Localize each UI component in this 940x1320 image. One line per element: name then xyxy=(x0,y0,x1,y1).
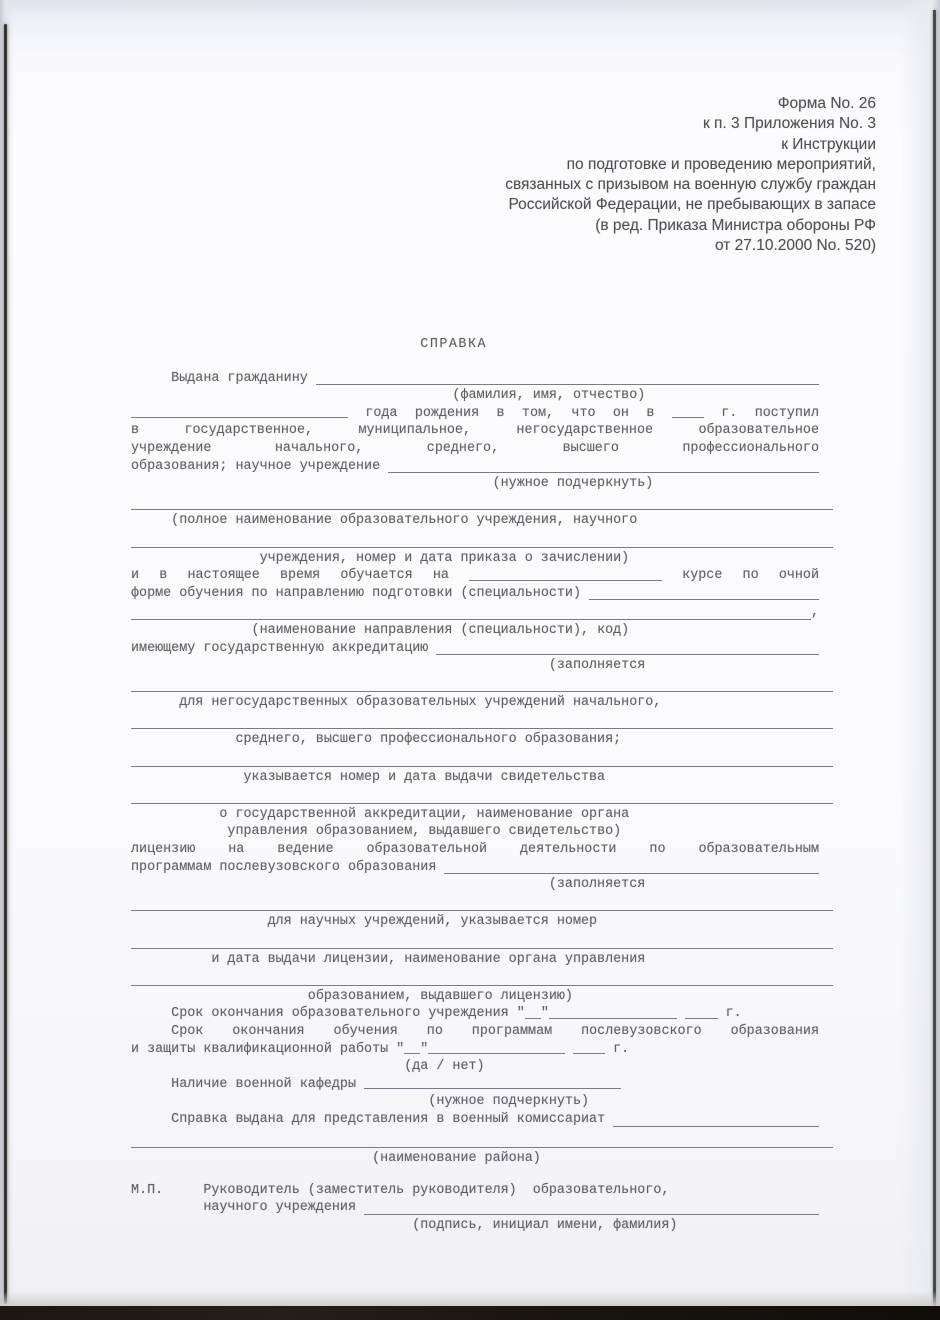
blank-line xyxy=(131,714,833,732)
field-hint-science-2 xyxy=(131,951,819,969)
blank-field xyxy=(525,1007,541,1019)
header-line: Форма No. 26 xyxy=(777,95,876,112)
line-text: Выдана гражданину xyxy=(171,370,316,386)
field-hint-science-1 xyxy=(131,913,819,931)
blank-line xyxy=(131,1133,833,1151)
field-hint-certificate-2 xyxy=(131,806,819,824)
line-text: лицензию на ведение образовательной деятельности по образовательным xyxy=(131,842,819,858)
header-line: к Инструкции xyxy=(781,135,876,153)
field-hint-fio xyxy=(131,387,819,405)
line-current-course xyxy=(131,567,819,585)
blank-line xyxy=(131,788,833,806)
field-hint-full-name-2 xyxy=(131,550,819,568)
line-text: Срок окончания обучения по программам послевузовского образования xyxy=(171,1023,819,1039)
field-hint-filled-in-2 xyxy=(131,876,819,894)
line-licence-2 xyxy=(131,859,819,877)
blank-field xyxy=(436,652,819,655)
blank-field xyxy=(672,406,704,418)
blank-line xyxy=(131,933,833,951)
scan-edge-left-line xyxy=(4,24,7,1304)
header-line: по подготовке и проведению мероприятий, xyxy=(566,155,876,173)
line-text: (наименование направления (специальности), код) xyxy=(251,622,630,638)
blank-field xyxy=(364,1212,819,1215)
blank-field xyxy=(404,1042,420,1054)
header-line: Российской Федерации, не пребывающих в запасе xyxy=(508,196,876,214)
line-text: Срок окончания образовательного учреждения " xyxy=(171,1006,525,1022)
line-text: форме обучения по направлению подготовки (специальности) xyxy=(131,585,590,601)
blank-field xyxy=(388,470,819,473)
line-text: учреждение начального, среднего, высшего профессионального xyxy=(131,440,819,456)
scan-edge-left-shadow xyxy=(0,0,14,1320)
field-hint-district xyxy=(131,1150,819,1168)
form-title: СПРАВКА xyxy=(420,337,488,352)
blank-line xyxy=(131,751,833,769)
line-text: (нужное подчеркнуть) xyxy=(492,476,654,492)
line-signatory-2 xyxy=(131,1199,819,1217)
line-text: М.П. xyxy=(131,1182,164,1198)
blank-field xyxy=(131,617,811,620)
line-text: г. поступил xyxy=(703,405,819,421)
blank-field xyxy=(685,1007,717,1019)
blank-field xyxy=(469,569,662,581)
field-hint-full-name-1 xyxy=(131,512,819,530)
header-line: связанных с призывом на военную службу граждан xyxy=(505,176,876,194)
blank-field xyxy=(573,1042,605,1054)
line-text: имеющему государственную аккредитацию xyxy=(131,640,437,656)
blank-field xyxy=(316,382,819,385)
line-text: Наличие военной кафедры xyxy=(171,1076,365,1092)
field-hint-certificate-1 xyxy=(131,769,819,787)
blank-line-with-comma xyxy=(131,604,819,622)
header-line: к п. 3 Приложения No. 3 xyxy=(702,115,876,133)
line-birth-year xyxy=(131,405,819,423)
line-text: (полное наименование образовательного учреждения, научного xyxy=(171,513,638,529)
line-text: (фамилия, имя, отчество) xyxy=(452,388,646,404)
line-accreditation xyxy=(131,640,819,658)
line-text: и в настоящее время обучается на xyxy=(131,568,470,584)
scan-edge-bottom-shadow xyxy=(0,1291,940,1307)
header-line: от 27.10.2000 No. 520) xyxy=(714,237,876,255)
line-text: для негосударственных образовательных учреждений начального, xyxy=(179,695,662,711)
line-text: " xyxy=(420,1041,429,1057)
field-hint-underline-needed xyxy=(131,475,819,493)
blank-field xyxy=(444,871,819,874)
field-hint-filled-in-1 xyxy=(131,657,819,675)
line-text: и защиты квалификационной работы " xyxy=(131,1041,405,1057)
line-text: управления образованием, выдавшего свидетельство) xyxy=(227,824,622,840)
line-signatory xyxy=(131,1182,819,1200)
line-text: среднего, высшего профессионального образования; xyxy=(235,732,622,748)
line-issued-to xyxy=(131,370,819,388)
line-text: (да / нет) xyxy=(404,1059,485,1075)
line-text: , xyxy=(810,605,819,621)
line-text: (нужное подчеркнуть) xyxy=(428,1094,590,1110)
field-hint-certificate-3 xyxy=(131,823,819,841)
line-text: и дата выдачи лицензии, наименование органа управления xyxy=(211,951,646,967)
field-hint-signature xyxy=(131,1217,819,1235)
form-reference-header xyxy=(505,94,876,256)
blank-field xyxy=(613,1124,819,1127)
line-text: образования; научное учреждение xyxy=(131,458,389,474)
form-body xyxy=(131,336,819,1235)
line-text: г. xyxy=(605,1041,630,1057)
header-line: (в ред. Приказа Министра обороны РФ xyxy=(595,216,876,234)
line-science-institution xyxy=(131,458,819,476)
blank-line xyxy=(131,532,833,550)
line-text xyxy=(565,1042,573,1057)
line-text: (заполняется xyxy=(548,877,646,893)
blank-field xyxy=(364,1077,621,1089)
line-text: образованием, выдавшего лицензию) xyxy=(307,988,573,1004)
field-hint-yes-no xyxy=(131,1058,819,1076)
blank-line xyxy=(131,677,833,695)
blank-line xyxy=(131,896,833,914)
scan-edge-right-line xyxy=(933,10,936,1306)
blank-field xyxy=(549,1007,678,1019)
line-text: (подпись, инициал имени, фамилия) xyxy=(412,1217,678,1233)
line-licence-1 xyxy=(131,841,819,859)
line-text: (наименование района) xyxy=(372,1151,541,1167)
line-text: г. xyxy=(717,1006,742,1022)
form-lines xyxy=(131,370,819,1235)
line-text: курсе по очной xyxy=(661,568,819,584)
line-text: научного учреждения xyxy=(203,1200,365,1216)
blank-field xyxy=(428,1042,565,1054)
line-text: указывается номер и дата выдачи свидетельства xyxy=(243,769,606,785)
line-military-department xyxy=(131,1076,819,1094)
line-text: для научных учреждений, указывается номер xyxy=(267,914,598,930)
line-text xyxy=(677,1006,685,1021)
line-graduation-date xyxy=(131,1005,819,1023)
line-text: (заполняется xyxy=(548,658,646,674)
field-hint-nongov-1 xyxy=(131,694,819,712)
line-text: Руководитель (заместитель руководителя) образовательного, xyxy=(203,1182,670,1198)
line-postgrad-date-2 xyxy=(131,1041,819,1059)
line-text: Справка выдана для представления в военный комиссариат xyxy=(171,1111,614,1127)
line-institution-types-2 xyxy=(131,440,819,458)
line-text: в государственное, муниципальное, негосударственное образовательное xyxy=(131,423,819,439)
scan-edge-right-shadow xyxy=(900,0,940,1320)
blank-line xyxy=(131,495,833,513)
blank-field xyxy=(131,406,348,418)
line-text: " xyxy=(540,1006,549,1022)
line-text: программам послевузовского образования xyxy=(131,859,445,875)
line-speciality xyxy=(131,585,819,603)
scan-edge-bottom-band xyxy=(0,1306,940,1320)
line-text: учреждения, номер и дата приказа о зачислении) xyxy=(259,550,630,566)
line-commissariat xyxy=(131,1111,819,1129)
field-hint-speciality-code xyxy=(131,622,819,640)
field-hint-science-3 xyxy=(131,988,819,1006)
line-institution-types-1 xyxy=(131,422,819,440)
line-text: года рождения в том, что он в xyxy=(347,405,672,421)
blank-line xyxy=(131,970,833,988)
blank-field xyxy=(589,597,819,600)
line-text: о государственной аккредитации, наименование органа xyxy=(219,806,630,822)
line-postgrad-date-1 xyxy=(131,1023,819,1041)
field-hint-underline-needed-2 xyxy=(131,1093,819,1111)
field-hint-nongov-2 xyxy=(131,731,819,749)
